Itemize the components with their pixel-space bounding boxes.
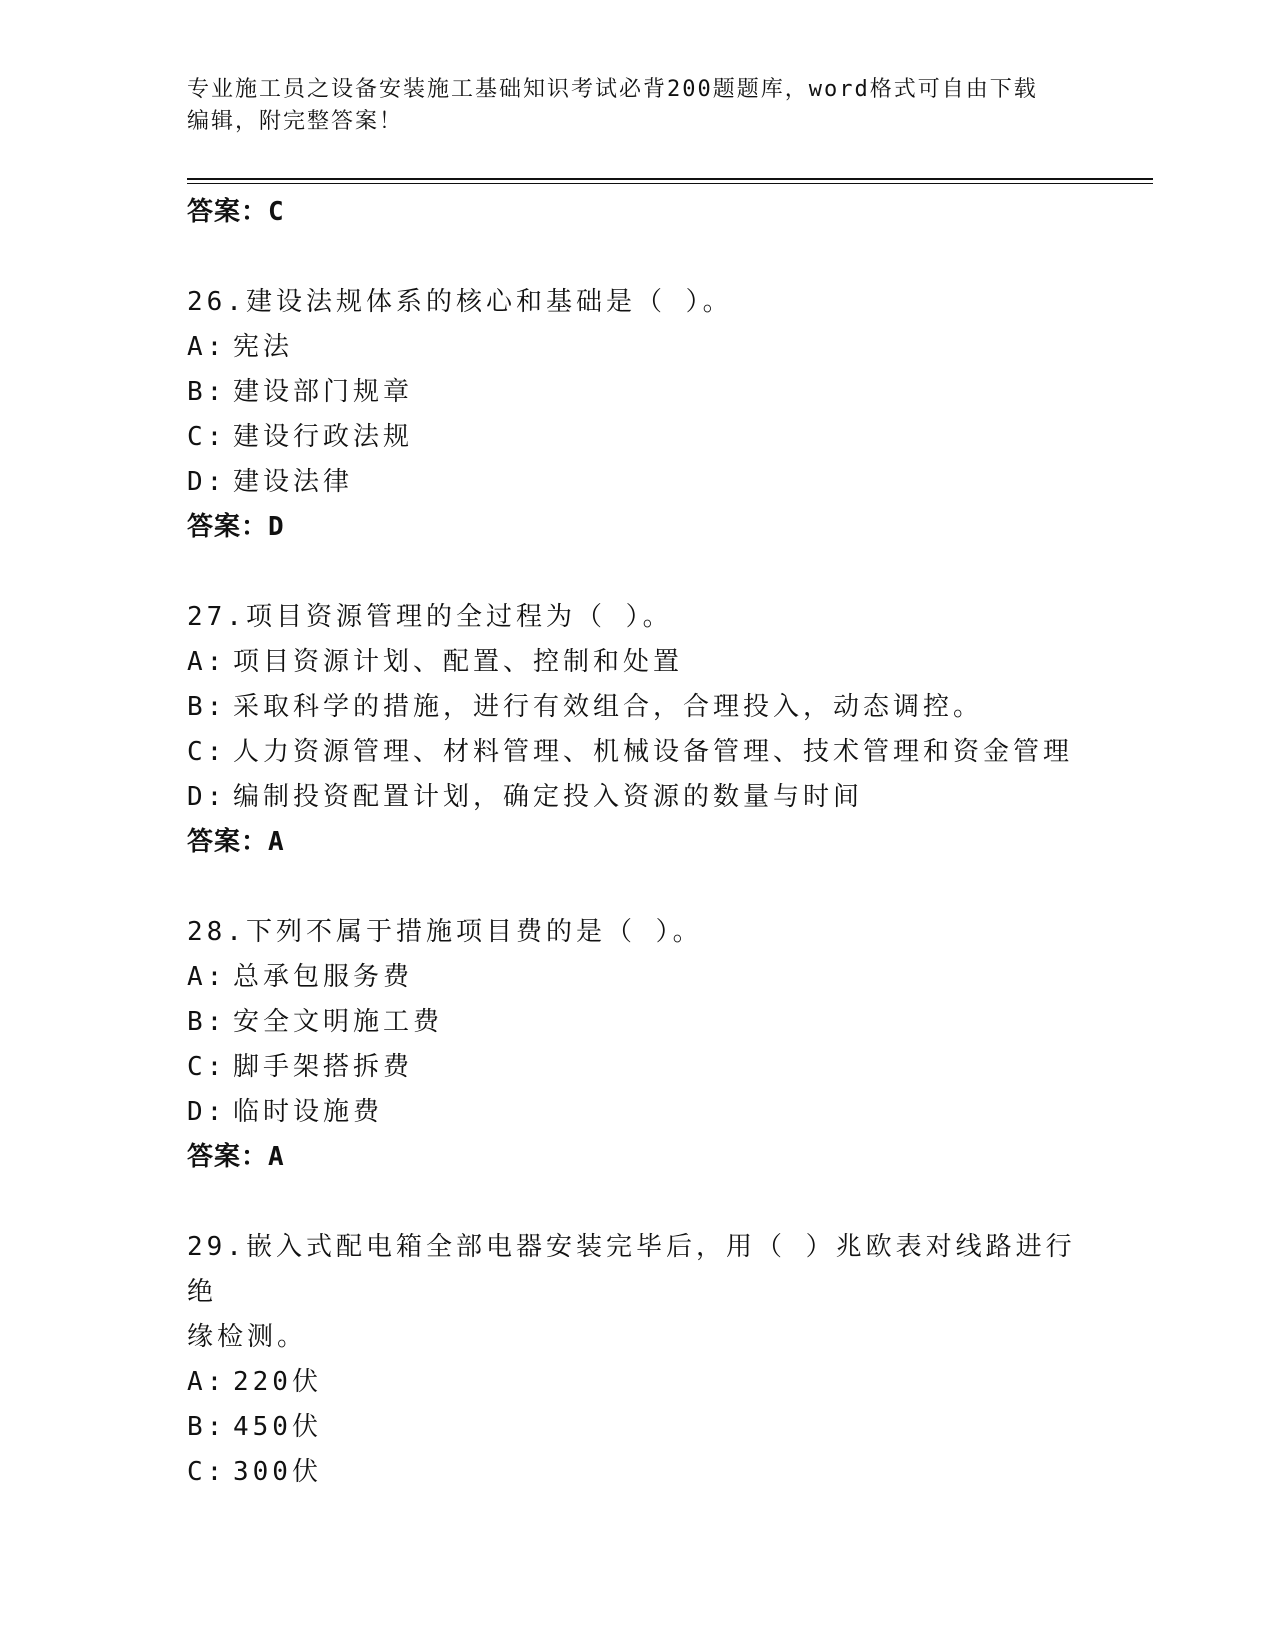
question-29	[187, 1225, 1087, 1495]
option-b	[187, 370, 1087, 415]
option-text: 脚手架搭拆费	[233, 1052, 414, 1082]
header-line-2: 编辑，附完整答案！	[187, 109, 404, 134]
option-a	[187, 1360, 1087, 1405]
option-letter: D:	[187, 467, 227, 497]
document-header	[187, 74, 1067, 138]
option-b	[187, 1000, 1087, 1045]
option-b	[187, 1405, 1087, 1450]
option-letter: D:	[187, 782, 227, 812]
option-text: 建设法律	[233, 467, 354, 497]
option-letter: C:	[187, 737, 227, 767]
option-b	[187, 685, 1087, 730]
option-text: 人力资源管理、材料管理、机械设备管理、技术管理和资金管理	[233, 737, 1074, 767]
option-a	[187, 955, 1087, 1000]
option-text: 采取科学的措施，进行有效组合，合理投入，动态调控。	[233, 692, 984, 722]
answer-line: 答案：C	[187, 197, 285, 227]
question-text: 27.项目资源管理的全过程为（ ）。	[187, 602, 673, 632]
option-d	[187, 1090, 1087, 1135]
option-text: 450伏	[233, 1412, 322, 1442]
option-letter: D:	[187, 1097, 227, 1127]
option-letter: C:	[187, 1457, 227, 1487]
answer-line: 答案：D	[187, 512, 285, 542]
option-letter: A:	[187, 1367, 227, 1397]
option-letter: A:	[187, 332, 227, 362]
question-28	[187, 910, 1087, 1180]
option-d	[187, 460, 1087, 505]
option-d	[187, 775, 1087, 820]
option-text: 总承包服务费	[233, 962, 414, 992]
option-text: 安全文明施工费	[233, 1007, 444, 1037]
option-c	[187, 1045, 1087, 1090]
option-text: 临时设施费	[233, 1097, 384, 1127]
option-letter: C:	[187, 1052, 227, 1082]
option-a	[187, 325, 1087, 370]
option-text: 建设行政法规	[233, 422, 414, 452]
option-text: 项目资源计划、配置、控制和处置	[233, 647, 684, 677]
option-text: 220伏	[233, 1367, 322, 1397]
answer-line: 答案：A	[187, 827, 285, 857]
header-divider	[187, 178, 1153, 184]
question-26	[187, 280, 1087, 550]
header-line-1: 专业施工员之设备安装施工基础知识考试必背200题题库，word格式可自由下载	[187, 77, 1038, 102]
option-text: 宪法	[233, 332, 294, 362]
option-c	[187, 730, 1087, 775]
question-text-line-1: 29.嵌入式配电箱全部电器安装完毕后，用（ ）兆欧表对线路进行绝	[187, 1232, 1076, 1307]
question-text-line-2: 缘检测。	[187, 1322, 308, 1352]
option-text: 建设部门规章	[233, 377, 414, 407]
option-c	[187, 1450, 1087, 1495]
question-text: 26.建设法规体系的核心和基础是（ ）。	[187, 287, 733, 317]
option-letter: B:	[187, 1007, 227, 1037]
option-letter: C:	[187, 422, 227, 452]
option-letter: B:	[187, 1412, 227, 1442]
question-27	[187, 595, 1087, 865]
answer-line: 答案：A	[187, 1142, 285, 1172]
option-text: 编制投资配置计划，确定投入资源的数量与时间	[233, 782, 864, 812]
option-letter: B:	[187, 692, 227, 722]
option-text: 300伏	[233, 1457, 322, 1487]
option-letter: B:	[187, 377, 227, 407]
question-text: 28.下列不属于措施项目费的是（ ）。	[187, 917, 703, 947]
document-body	[187, 190, 1087, 1495]
option-a	[187, 640, 1087, 685]
option-letter: A:	[187, 647, 227, 677]
option-letter: A:	[187, 962, 227, 992]
option-c	[187, 415, 1087, 460]
